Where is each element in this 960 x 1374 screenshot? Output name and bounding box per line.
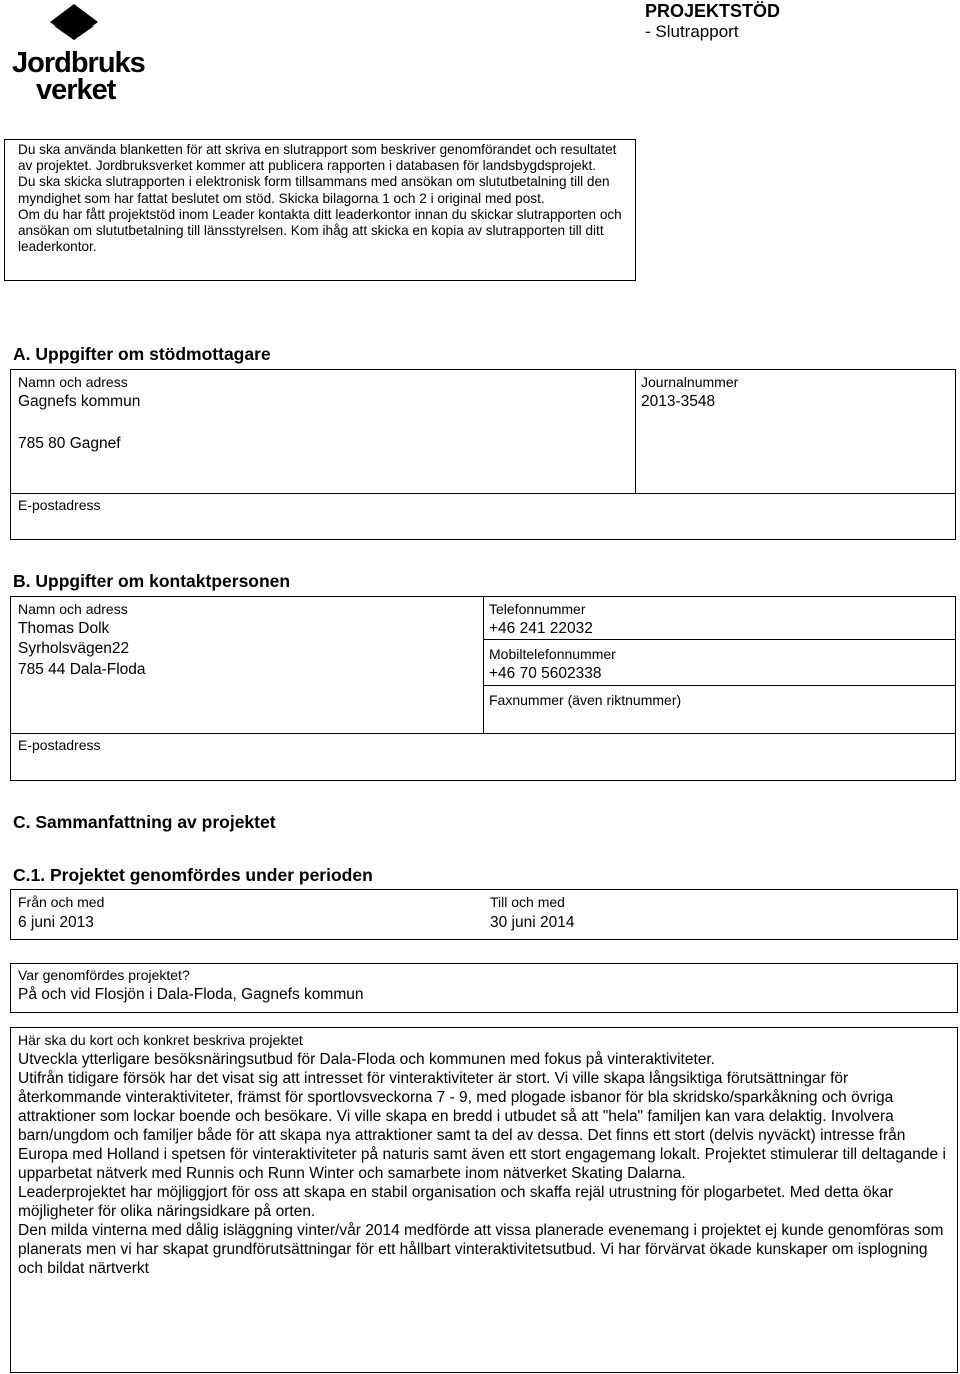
email-label: E-postadress: [18, 737, 101, 753]
location-label: Var genomfördes projektet?: [18, 967, 190, 983]
name-address-line[interactable]: 785 44 Dala-Floda: [18, 661, 146, 678]
period-box: [10, 889, 958, 940]
from-date-label: Från och med: [18, 894, 105, 910]
logo-text-line2: verket: [36, 74, 116, 106]
page-subtitle: - Slutrapport: [645, 22, 739, 41]
description-paragraph: Leaderprojektet har möjliggjort för oss att skapa en stabil organisation och skaffa rejäl utrustning för plogarbetet. Med detta ökar möjligheter för olika näringsidkare på orten.: [18, 1184, 894, 1220]
jordbruksverket-logo: [10, 2, 145, 106]
instructions-text: [18, 142, 630, 255]
name-address-line[interactable]: Thomas Dolk: [18, 620, 110, 637]
mobile-field[interactable]: +46 70 5602338: [489, 665, 602, 682]
name-address-label: Namn och adress: [18, 374, 128, 390]
instructions-paragraph: Du ska skicka slutrapporten i elektronisk form tillsammans med ansökan om slututbetalning till den myndighet som har fattat beslutet om stöd. Skicka bilagorna 1 och 2 i original med post.: [18, 174, 610, 206]
page-title: PROJEKTSTÖD: [645, 1, 781, 21]
description-label: Här ska du kort och konkret beskriva projektet: [18, 1032, 303, 1048]
divider: [483, 685, 955, 686]
fax-label: Faxnummer (även riktnummer): [489, 692, 682, 708]
section-b-form: [10, 596, 956, 781]
section-c1-heading: C.1. Projektet genomfördes under perioden: [13, 865, 373, 885]
description-paragraph: Utveckla ytterligare besöksnäringsutbud för Dala-Floda och kommunen med fokus på vinteraktiviteter.: [18, 1051, 715, 1068]
name-address-label: Namn och adress: [18, 601, 128, 617]
name-address-line[interactable]: Syrholsvägen22: [18, 640, 130, 657]
divider: [635, 370, 636, 493]
instructions-box: [4, 139, 636, 281]
name-address-line[interactable]: 785 80 Gagnef: [18, 435, 121, 452]
to-date-field[interactable]: 30 juni 2014: [490, 914, 575, 931]
location-field[interactable]: På och vid Flosjön i Dala-Floda, Gagnefs kommun: [18, 986, 364, 1003]
section-a-heading: A. Uppgifter om stödmottagare: [13, 344, 271, 364]
email-field[interactable]: [18, 516, 948, 536]
description-field[interactable]: [18, 1050, 954, 1278]
description-paragraph: Den milda vinterna med dålig isläggning vinter/vår 2014 medförde att vissa planerade evenemang i projektet ej kunde genomföras som planerats men vi har skapat grundförutsättningar för ett hållbart vinteraktivitetsutbud. Vi har förvärvat ökade kunskaper om isplogning och bildat närtverkt: [18, 1222, 944, 1277]
phone-field[interactable]: +46 241 22032: [489, 620, 593, 637]
from-date-field[interactable]: 6 juni 2013: [18, 914, 94, 931]
email-field[interactable]: [18, 757, 948, 777]
location-box: [10, 963, 958, 1013]
section-a-form: [10, 369, 956, 540]
name-address-line[interactable]: Gagnefs kommun: [18, 393, 141, 410]
logo-text-line1: Jordbruks: [12, 47, 145, 79]
divider: [11, 493, 955, 494]
journal-number-field[interactable]: 2013-3548: [641, 393, 716, 410]
mobile-label: Mobiltelefonnummer: [489, 646, 616, 662]
description-paragraph: Utifrån tidigare försök har det visat sig att intresset för vinteraktiviteter är stort. Vi ville skapa långsiktiga förutsättningar för återkommande vinteraktiviteter, främst för sportlovsveckorna 7 - 9, med plogade isbanor för bla skridsko/sparkåkning och övriga attraktioner som lockar boende och besökare. Vi ville skapa en bredd i utbudet så att "hela" familjen kan vara delaktig. Involvera barn/ungdom och familjer både för att skapa nya attraktioner samt ta del av dessa. Det finns ett stort (delvis nyväckt) intresse från Europa med Holland i spetsen för vinteraktiviteter på naturis samt även ett stort engagemang lokalt. Projektet stimulerar till deltagande i upparbetat nätverk med Runnis och Runn Winter och samarbete inom nätverket Skating Dalarna.: [18, 1070, 946, 1182]
instructions-paragraph: Du ska använda blanketten för att skriva en slutrapport som beskriver genomförandet och resultatet av projektet. Jordbruksverket kommer att publicera rapporten i databasen för landsbygdsprojekt.: [18, 142, 617, 174]
instructions-paragraph: Om du har fått projektstöd inom Leader kontakta ditt leaderkontor innan du skickar slutrapporten och ansökan om slututbetalning till länsstyrelsen. Kom ihåg att skicka en kopia av slutrapporten till ditt leaderkontor.: [18, 206, 622, 255]
phone-label: Telefonnummer: [489, 601, 586, 617]
section-c-heading: C. Sammanfattning av projektet: [13, 812, 276, 832]
journal-number-label: Journalnummer: [641, 374, 739, 390]
divider: [483, 597, 484, 733]
to-date-label: Till och med: [490, 894, 565, 910]
section-b-heading: B. Uppgifter om kontaktpersonen: [13, 571, 291, 591]
divider: [11, 733, 955, 734]
email-label: E-postadress: [18, 497, 101, 513]
divider: [483, 639, 955, 640]
fax-field[interactable]: [489, 710, 949, 730]
description-box: [10, 1027, 958, 1373]
